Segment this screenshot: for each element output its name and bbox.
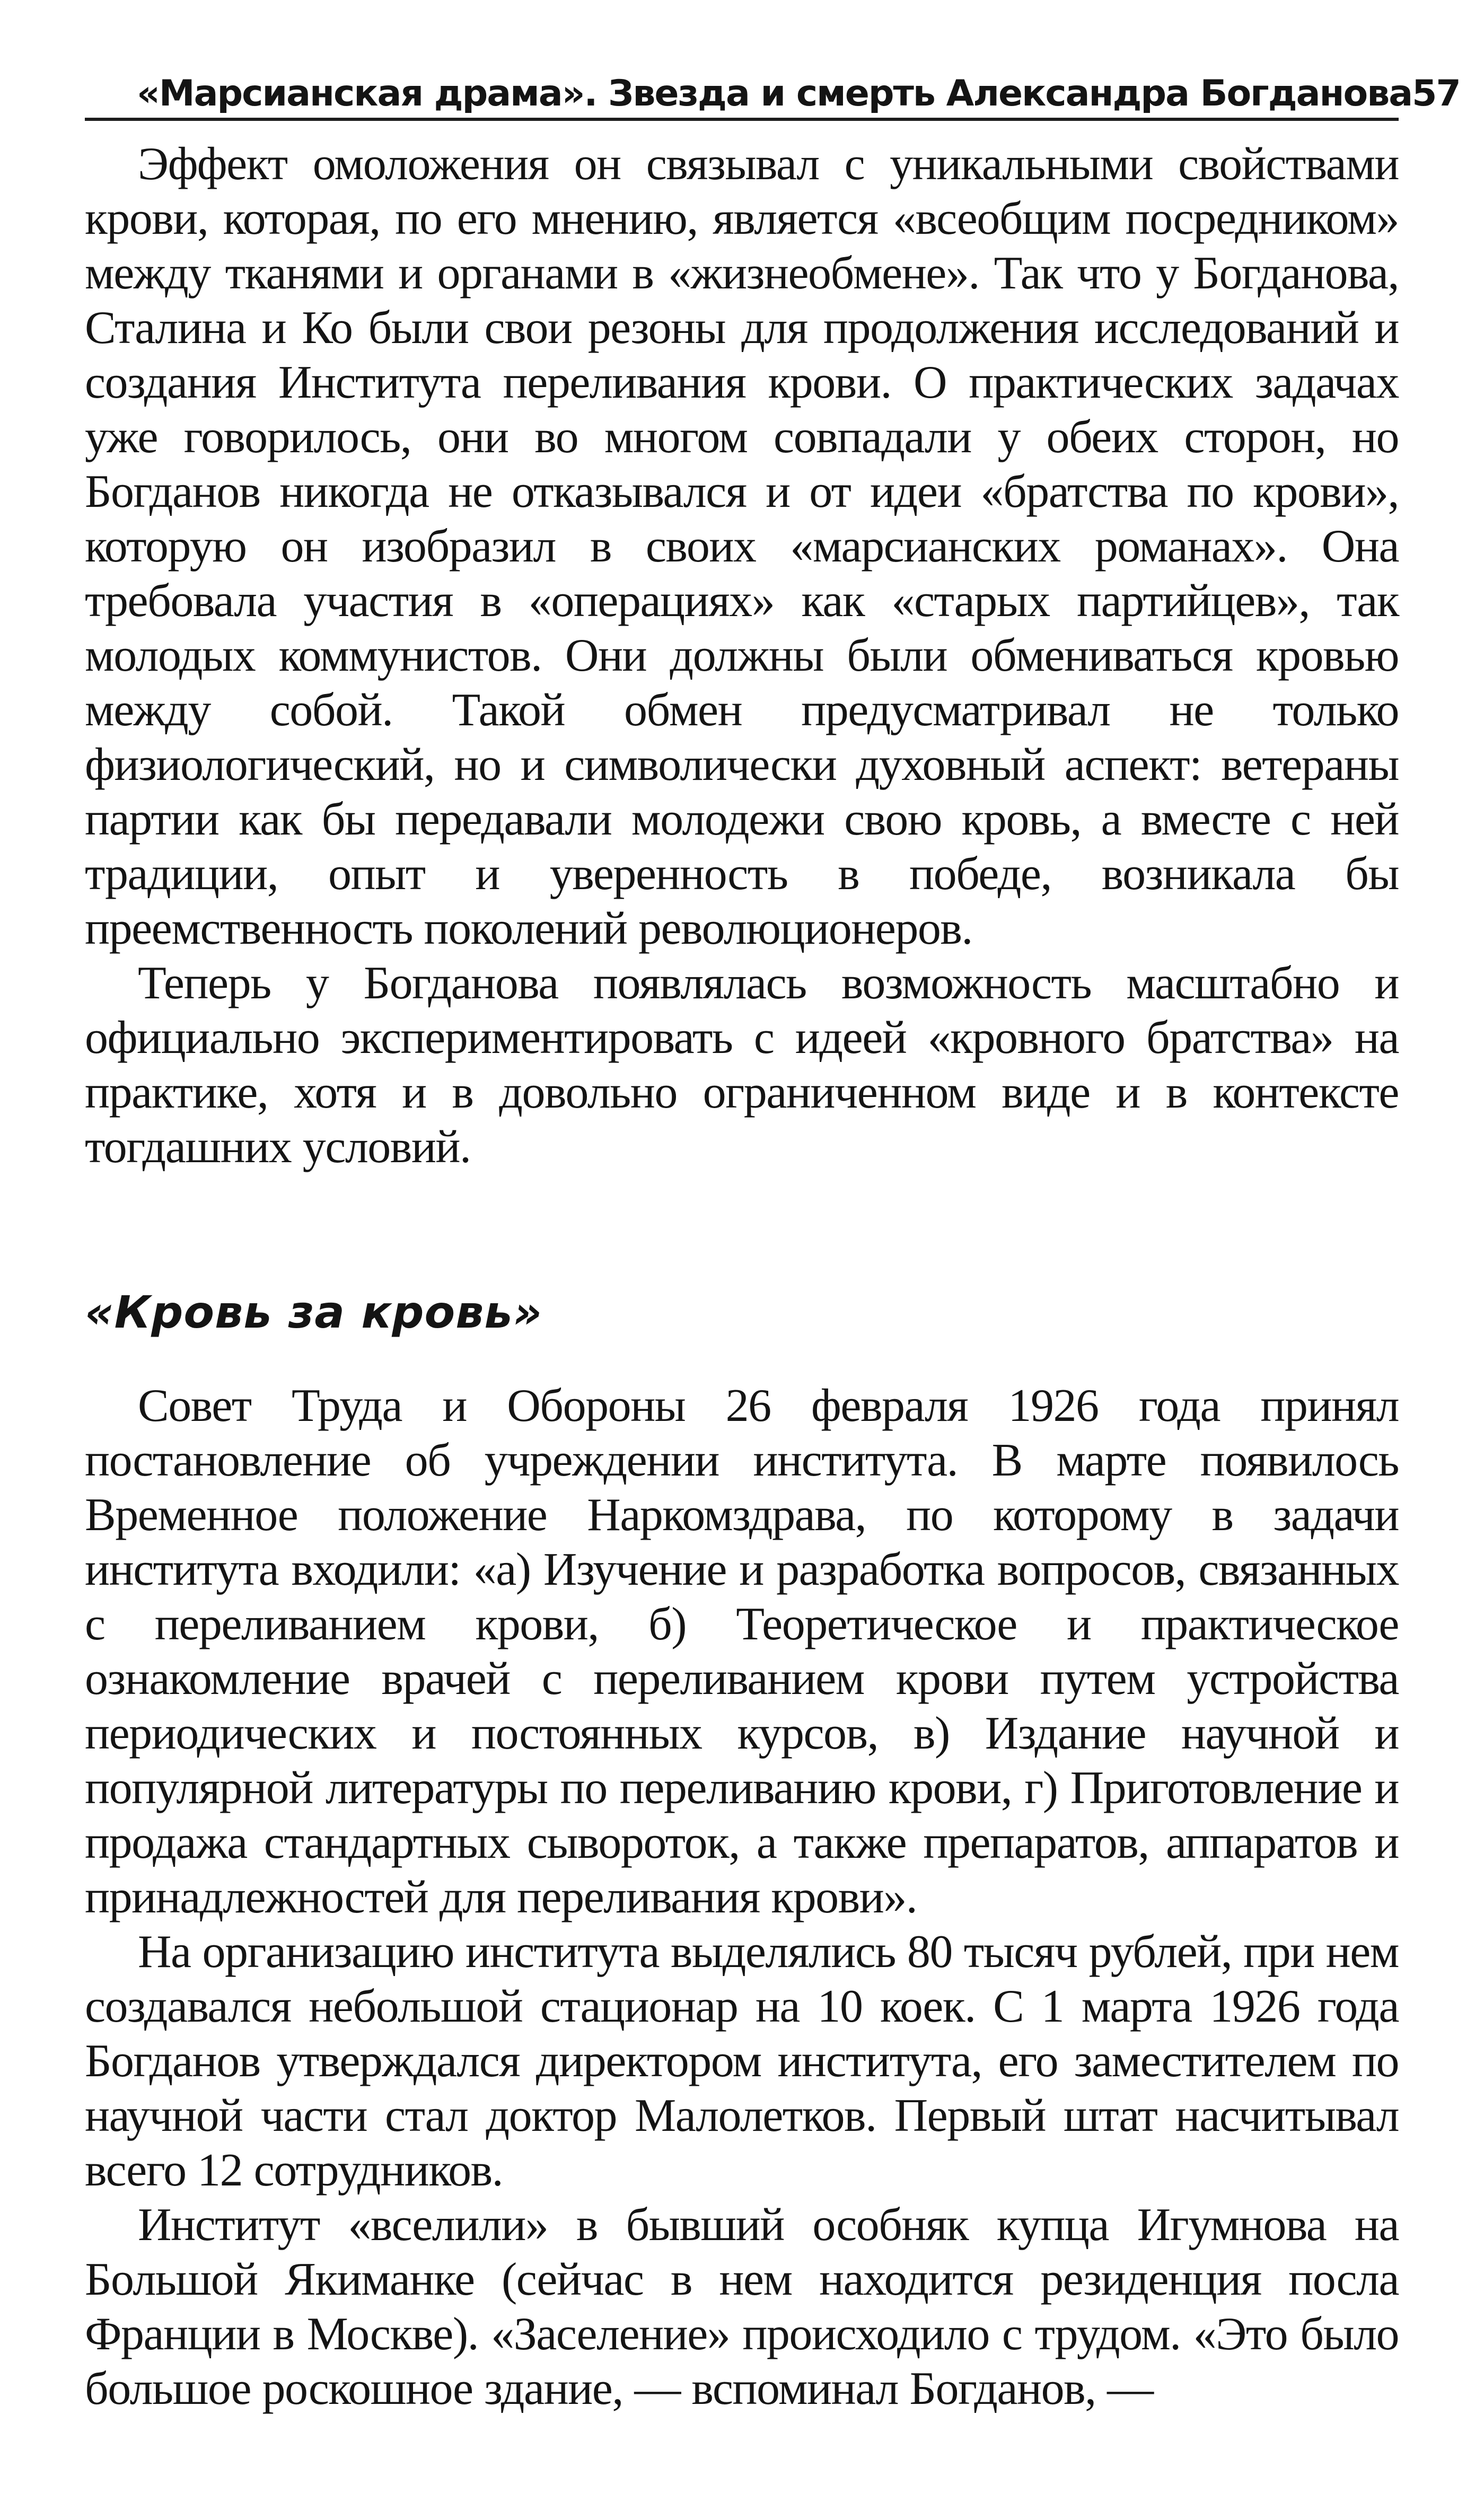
- paragraph: Институт «вселили» в бывший особняк купца Игумнова на Большой Якиманке (сейчас в нем находится резиденция посла Франции в Москве). «Заселение» происходило с трудом. «Это было большое роскошное здание, — вспоминал Богданов, —: [85, 2199, 1399, 2415]
- paragraph: Совет Труда и Обороны 26 февраля 1926 года принял постановление об учреждении института. В марте появилось Временное положение Наркомздрава, по которому в задачи института входили: «а) Изучение и разработка вопросов, связанных с переливанием крови, б) Теоретическое и практическое ознакомление врачей с переливанием крови путем устройства периодических и постоянных курсов, в) Издание научной и популярной литературы по переливанию крови, г) Приготовление и продажа стандартных сывороток, а также препаратов, аппаратов и принадлежностей для переливания крови».: [85, 1380, 1399, 1923]
- section-heading: «Кровь за кровь»: [85, 1286, 543, 1338]
- running-header: [137, 56, 1460, 119]
- paragraph: Теперь у Богданова появлялась возможность масштабно и официально экспериментировать с идеей «кровного братства» на практике, хотя и в довольно ограниченном виде и в контексте тогдашних условий.: [85, 958, 1399, 1173]
- paragraph: На организацию института выделялись 80 тысяч рублей, при нем создавался небольшой стационар на 10 коек. С 1 марта 1926 года Богданов утверждался директором института, его заместителем по научной части стал доктор Малолетков. Первый штат насчитывал всего 12 сотрудников.: [85, 1926, 1399, 2196]
- page-number: 57: [1412, 73, 1460, 115]
- paragraph: Эффект омоложения он связывал с уникальными свойствами крови, которая, по его мнению, является «всеобщим посредником» между тканями и органами в «жизнеобмене». Так что у Богданова, Сталина и Ко были свои резоны для продолжения исследований и создания Института переливания крови. О практических задачах уже говорилось, они во многом совпадали у обеих сторон, но Богданов никогда не отказывался и от идеи «братства по крови», которую он изобразил в своих «марсианских романах». Она требовала участия в «операциях» как «старых партийцев», так молодых коммунистов. Они должны были обмениваться кровью между собой. Такой обмен предусматривал не только физиологический, но и символически духовный аспект: ветераны партии как бы передавали молодежи свою кровь, а вместе с ней традиции, опыт и уверенность в победе, возникала бы преемственность поколений революционеров.: [85, 138, 1399, 954]
- running-title: «Марсианская драма». Звезда и смерть Александра Богданова: [137, 73, 1412, 115]
- text-block-after-heading: [85, 1379, 1399, 2416]
- header-rule: [85, 118, 1399, 121]
- text-block-before-heading: [85, 137, 1399, 1174]
